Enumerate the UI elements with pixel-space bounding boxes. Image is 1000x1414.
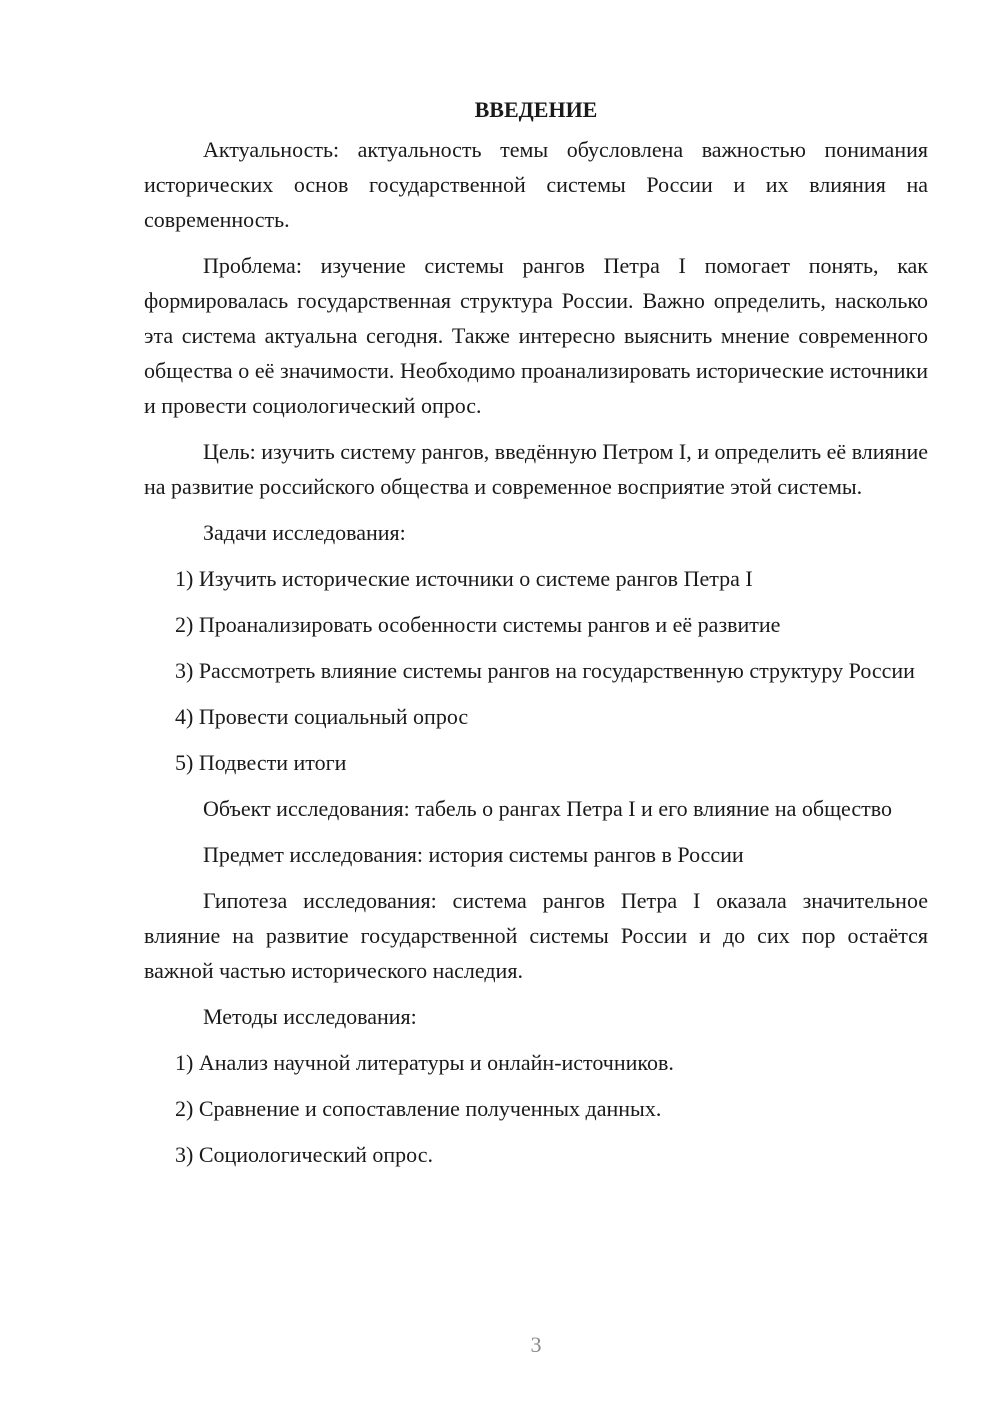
goal-paragraph: Цель: изучить систему рангов, введённую Петром I, и определить её влияние на развитие российского общества и современное восприятие этой системы. (144, 439, 928, 499)
list-item: 5) Подвести итоги (175, 750, 347, 775)
list-item: 3) Социологический опрос. (175, 1142, 433, 1167)
object-paragraph: Объект исследования: табель о рангах Петра I и его влияние на общество (203, 796, 892, 821)
hypothesis-paragraph: Гипотеза исследования: система рангов Петра I оказала значительное влияние на развитие государственной системы России и до сих пор остаётся важной частью исторического наследия. (144, 888, 928, 983)
problem-paragraph: Проблема: изучение системы рангов Петра I помогает понять, как формировалась государственная структура России. Важно определить, насколько эта система актуальна сегодня. Также интересно выяснить мнение современного общества о её значимости. Необходимо проанализировать исторические источники и провести социологический опрос. (144, 253, 928, 418)
list-item: 2) Проанализировать особенности системы рангов и её развитие (175, 612, 781, 637)
subject-paragraph: Предмет исследования: история системы рангов в России (203, 842, 744, 867)
document-page (144, 92, 928, 1183)
page-number: 3 (530, 1332, 542, 1357)
list-item: 2) Сравнение и сопоставление полученных данных. (175, 1096, 662, 1121)
list-item: 4) Провести социальный опрос (175, 704, 469, 729)
relevance-paragraph: Актуальность: актуальность темы обусловлена важностью понимания исторических основ государственной системы России и их влияния на современность. (144, 137, 928, 232)
page-title: ВВЕДЕНИЕ (474, 97, 598, 122)
tasks-list (144, 561, 928, 780)
list-item: 1) Анализ научной литературы и онлайн-источников. (175, 1050, 674, 1075)
methods-list (144, 1045, 928, 1172)
tasks-heading: Задачи исследования: (203, 520, 406, 545)
methods-heading: Методы исследования: (203, 1004, 417, 1029)
list-item: 1) Изучить исторические источники о системе рангов Петра I (175, 566, 753, 591)
list-item: 3) Рассмотреть влияние системы рангов на государственную структуру России (175, 658, 915, 683)
